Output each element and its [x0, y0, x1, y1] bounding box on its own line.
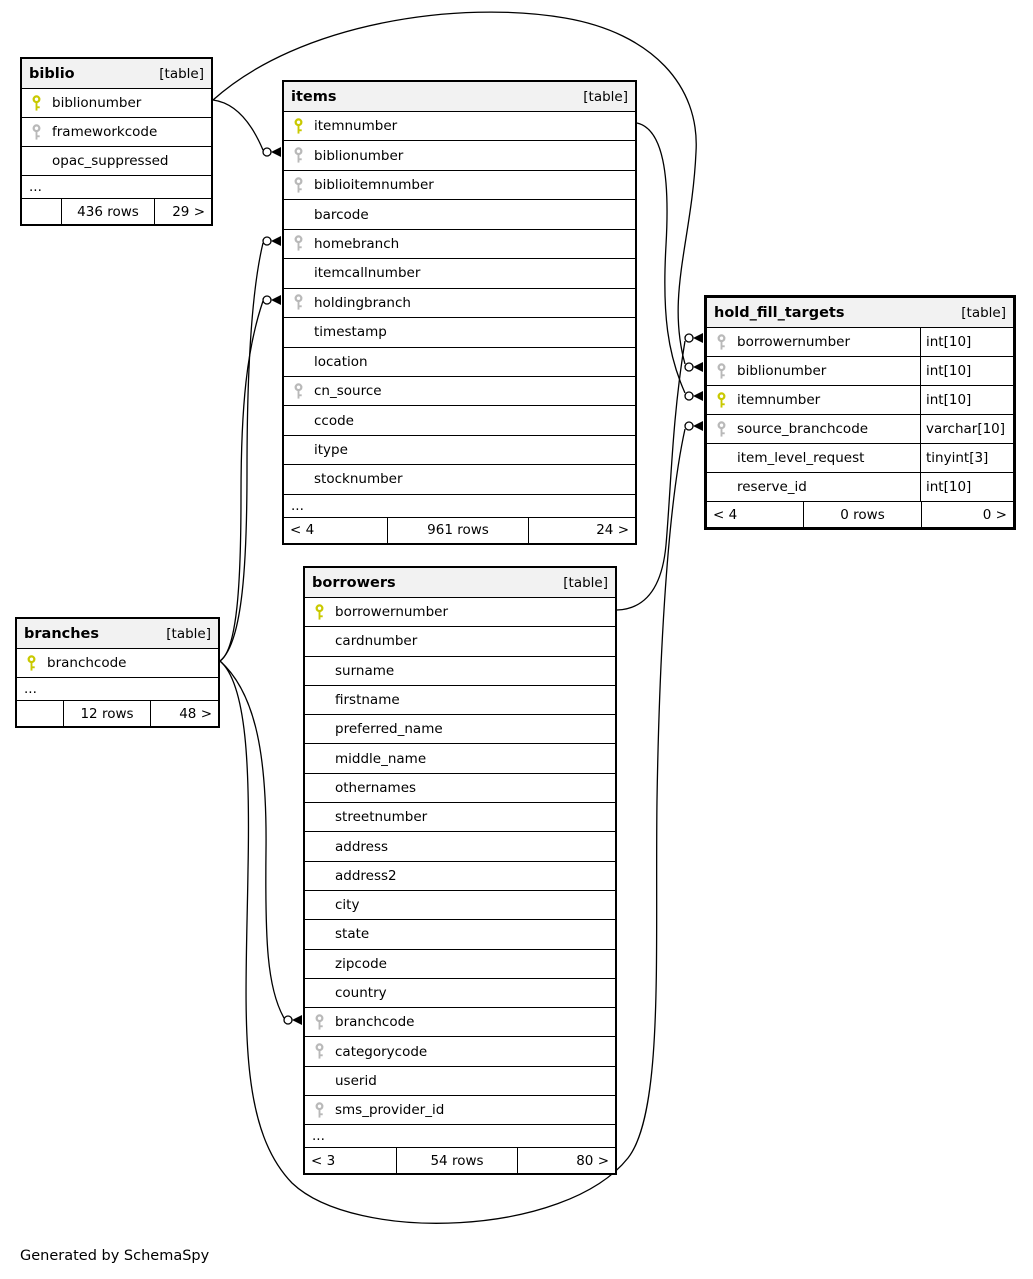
fk-endpoint-arrow: [693, 421, 703, 431]
fk-endpoint-arrow: [693, 362, 703, 372]
column-row: [707, 327, 1013, 356]
foreign-key-icon: [293, 383, 304, 400]
table-hold-fill-targets: [704, 295, 1016, 530]
column-row: [305, 743, 615, 772]
footer-children: 80 >: [576, 1152, 609, 1169]
footer-parents: [17, 701, 63, 726]
foreign-key-icon: [293, 294, 304, 311]
fk-endpoint-circle: [685, 392, 693, 400]
table-footer: [707, 501, 1013, 527]
column-row: [284, 464, 635, 493]
ellipsis-row: [305, 1124, 615, 1147]
column-name: biblioitemnumber: [314, 177, 434, 194]
column-name: holdingbranch: [314, 294, 411, 311]
fk-endpoint-arrow: [271, 147, 281, 157]
fk-endpoint-circle: [685, 334, 693, 342]
column-row: [707, 472, 1013, 501]
fk-endpoint-arrow: [271, 236, 281, 246]
column-name: homebranch: [314, 235, 400, 252]
column-row: [284, 317, 635, 346]
table-items: [282, 80, 637, 545]
column-name: preferred_name: [335, 721, 443, 738]
primary-key-icon: [26, 655, 37, 672]
table-biblio: [20, 57, 213, 226]
column-row: [707, 356, 1013, 385]
column-name: categorycode: [335, 1043, 428, 1060]
footer-rowcount: 0 rows: [803, 502, 922, 527]
column-name: biblionumber: [314, 147, 404, 164]
fk-endpoint-arrow: [693, 391, 703, 401]
generated-by-note: Generated by SchemaSpy: [20, 1248, 210, 1264]
footer-children: 48 >: [179, 705, 212, 722]
column-row: [17, 648, 218, 677]
footer-children: 0 >: [982, 506, 1007, 523]
column-name: address2: [335, 867, 397, 884]
column-row: [305, 831, 615, 860]
column-row: [22, 146, 211, 175]
column-name: borrowernumber: [737, 334, 851, 350]
footer-rowcount: 54 rows: [396, 1148, 518, 1173]
column-row: [305, 1095, 615, 1124]
table-borrowers-header[interactable]: [305, 568, 615, 597]
fk-endpoint-circle: [263, 148, 271, 156]
foreign-key-icon: [314, 1043, 325, 1060]
column-name: itemcallnumber: [314, 265, 421, 282]
column-row: [284, 347, 635, 376]
column-name: biblionumber: [52, 95, 142, 111]
footer-parents: < 4: [290, 522, 315, 539]
column-name: cardnumber: [335, 633, 418, 650]
column-row: [284, 405, 635, 434]
column-name: itemnumber: [737, 392, 821, 408]
column-row: [284, 229, 635, 258]
column-row: [305, 919, 615, 948]
footer-parents: < 4: [713, 506, 738, 523]
primary-key-icon: [716, 392, 727, 409]
column-name: borrowernumber: [335, 604, 449, 621]
column-name: reserve_id: [737, 479, 807, 495]
fk-endpoint-circle: [284, 1016, 292, 1024]
column-row: [305, 802, 615, 831]
foreign-key-icon: [716, 334, 727, 351]
foreign-key-icon: [716, 363, 727, 380]
column-row: [305, 656, 615, 685]
table-name: biblio: [29, 65, 75, 82]
column-row: [284, 435, 635, 464]
ellipsis: ...: [312, 1128, 325, 1145]
primary-key-icon: [314, 604, 325, 621]
column-row: [305, 861, 615, 890]
table-name: hold_fill_targets: [714, 304, 845, 321]
ellipsis: ...: [29, 179, 42, 195]
foreign-key-icon: [293, 235, 304, 252]
column-name: branchcode: [47, 655, 127, 671]
footer-parents: < 3: [311, 1152, 336, 1169]
table-branches-header[interactable]: [17, 619, 218, 648]
column-name: barcode: [314, 206, 369, 223]
column-row: [284, 288, 635, 317]
foreign-key-icon: [314, 1014, 325, 1031]
fk-endpoint-circle: [685, 363, 693, 371]
column-name: firstname: [335, 692, 400, 709]
foreign-key-icon: [31, 124, 42, 141]
table-borrowers: [303, 566, 617, 1175]
ellipsis: ...: [24, 681, 37, 697]
column-row: [305, 949, 615, 978]
column-name: middle_name: [335, 750, 427, 767]
column-row: [305, 1036, 615, 1065]
column-name: country: [335, 985, 387, 1001]
column-name: address: [335, 838, 389, 855]
column-row: [305, 685, 615, 714]
column-name: biblionumber: [737, 363, 827, 379]
column-row: [305, 714, 615, 743]
column-name: city: [335, 897, 360, 914]
foreign-key-icon: [314, 1102, 325, 1119]
footer-rowcount: 436 rows: [61, 199, 155, 224]
table-name: borrowers: [312, 574, 396, 591]
column-type: tinyint[3]: [920, 444, 1013, 472]
table-name: items: [291, 88, 337, 105]
column-name: zipcode: [335, 955, 387, 972]
column-row: [707, 385, 1013, 414]
table-biblio-header[interactable]: [22, 59, 211, 88]
fk-endpoint-arrow: [271, 295, 281, 305]
column-name: surname: [335, 662, 395, 679]
edge-items-hft-itemnumber: [637, 123, 685, 393]
fk-endpoint-arrow: [693, 333, 703, 343]
ellipsis-row: [284, 494, 635, 517]
table-tag: [table]: [166, 625, 211, 642]
column-type: int[10]: [920, 386, 1013, 414]
column-name: stocknumber: [314, 471, 403, 488]
table-items-header[interactable]: [284, 82, 635, 111]
column-type: int[10]: [920, 473, 1013, 501]
table-footer: [305, 1147, 615, 1173]
table-tag: [table]: [961, 304, 1006, 321]
column-row: [284, 170, 635, 199]
table-tag: [table]: [583, 88, 628, 105]
fk-endpoint-arrow: [292, 1015, 302, 1025]
table-branches: [15, 617, 220, 728]
footer-children: 24 >: [596, 522, 629, 539]
column-name: opac_suppressed: [52, 153, 169, 169]
fk-endpoint-circle: [263, 237, 271, 245]
table-hold-fill-targets-header[interactable]: [707, 298, 1013, 327]
ellipsis-row: [17, 677, 218, 700]
column-row: [305, 773, 615, 802]
column-row: [284, 111, 635, 140]
column-name: branchcode: [335, 1014, 415, 1031]
column-name: streetnumber: [335, 809, 428, 826]
footer-rowcount: 12 rows: [63, 701, 151, 726]
column-name: sms_provider_id: [335, 1102, 445, 1119]
column-name: item_level_request: [737, 450, 865, 466]
column-row: [284, 376, 635, 405]
foreign-key-icon: [293, 147, 304, 164]
foreign-key-icon: [293, 177, 304, 194]
primary-key-icon: [31, 95, 42, 112]
column-name: itype: [314, 442, 348, 459]
column-row: [707, 443, 1013, 472]
column-name: cn_source: [314, 383, 382, 400]
footer-parents: [22, 199, 61, 224]
column-name: location: [314, 353, 368, 370]
column-row: [305, 1066, 615, 1095]
column-name: othernames: [335, 779, 417, 796]
column-row: [305, 1007, 615, 1036]
footer-rowcount: 961 rows: [387, 518, 529, 543]
column-row: [305, 597, 615, 626]
column-row: [305, 890, 615, 919]
table-footer: [22, 198, 211, 224]
table-tag: [table]: [563, 574, 608, 591]
footer-children: 29 >: [172, 203, 205, 220]
fk-endpoint-circle: [685, 422, 693, 430]
column-row: [284, 199, 635, 228]
column-type: varchar[10]: [920, 415, 1013, 443]
edge-biblio-items-biblionumber: [213, 100, 263, 150]
ellipsis: ...: [291, 497, 304, 514]
column-type: int[10]: [920, 357, 1013, 385]
edge-branches-items-holdingbranch: [220, 301, 263, 661]
primary-key-icon: [293, 118, 304, 135]
table-name: branches: [24, 625, 100, 642]
column-row: [22, 88, 211, 117]
column-row: [707, 414, 1013, 443]
column-row: [284, 258, 635, 287]
column-name: frameworkcode: [52, 124, 158, 140]
fk-endpoint-circle: [263, 296, 271, 304]
column-row: [305, 978, 615, 1007]
edge-branches-borrowers-branchcode: [220, 661, 284, 1018]
column-type: int[10]: [920, 328, 1013, 356]
column-name: state: [335, 926, 370, 943]
table-tag: [table]: [159, 65, 204, 82]
column-row: [305, 626, 615, 655]
column-name: source_branchcode: [737, 421, 869, 437]
column-name: timestamp: [314, 324, 387, 341]
column-name: userid: [335, 1072, 377, 1089]
column-row: [22, 117, 211, 146]
foreign-key-icon: [716, 421, 727, 438]
column-name: ccode: [314, 412, 354, 429]
table-footer: [17, 700, 218, 726]
ellipsis-row: [22, 175, 211, 198]
column-name: itemnumber: [314, 118, 398, 135]
column-row: [284, 140, 635, 169]
table-footer: [284, 517, 635, 543]
